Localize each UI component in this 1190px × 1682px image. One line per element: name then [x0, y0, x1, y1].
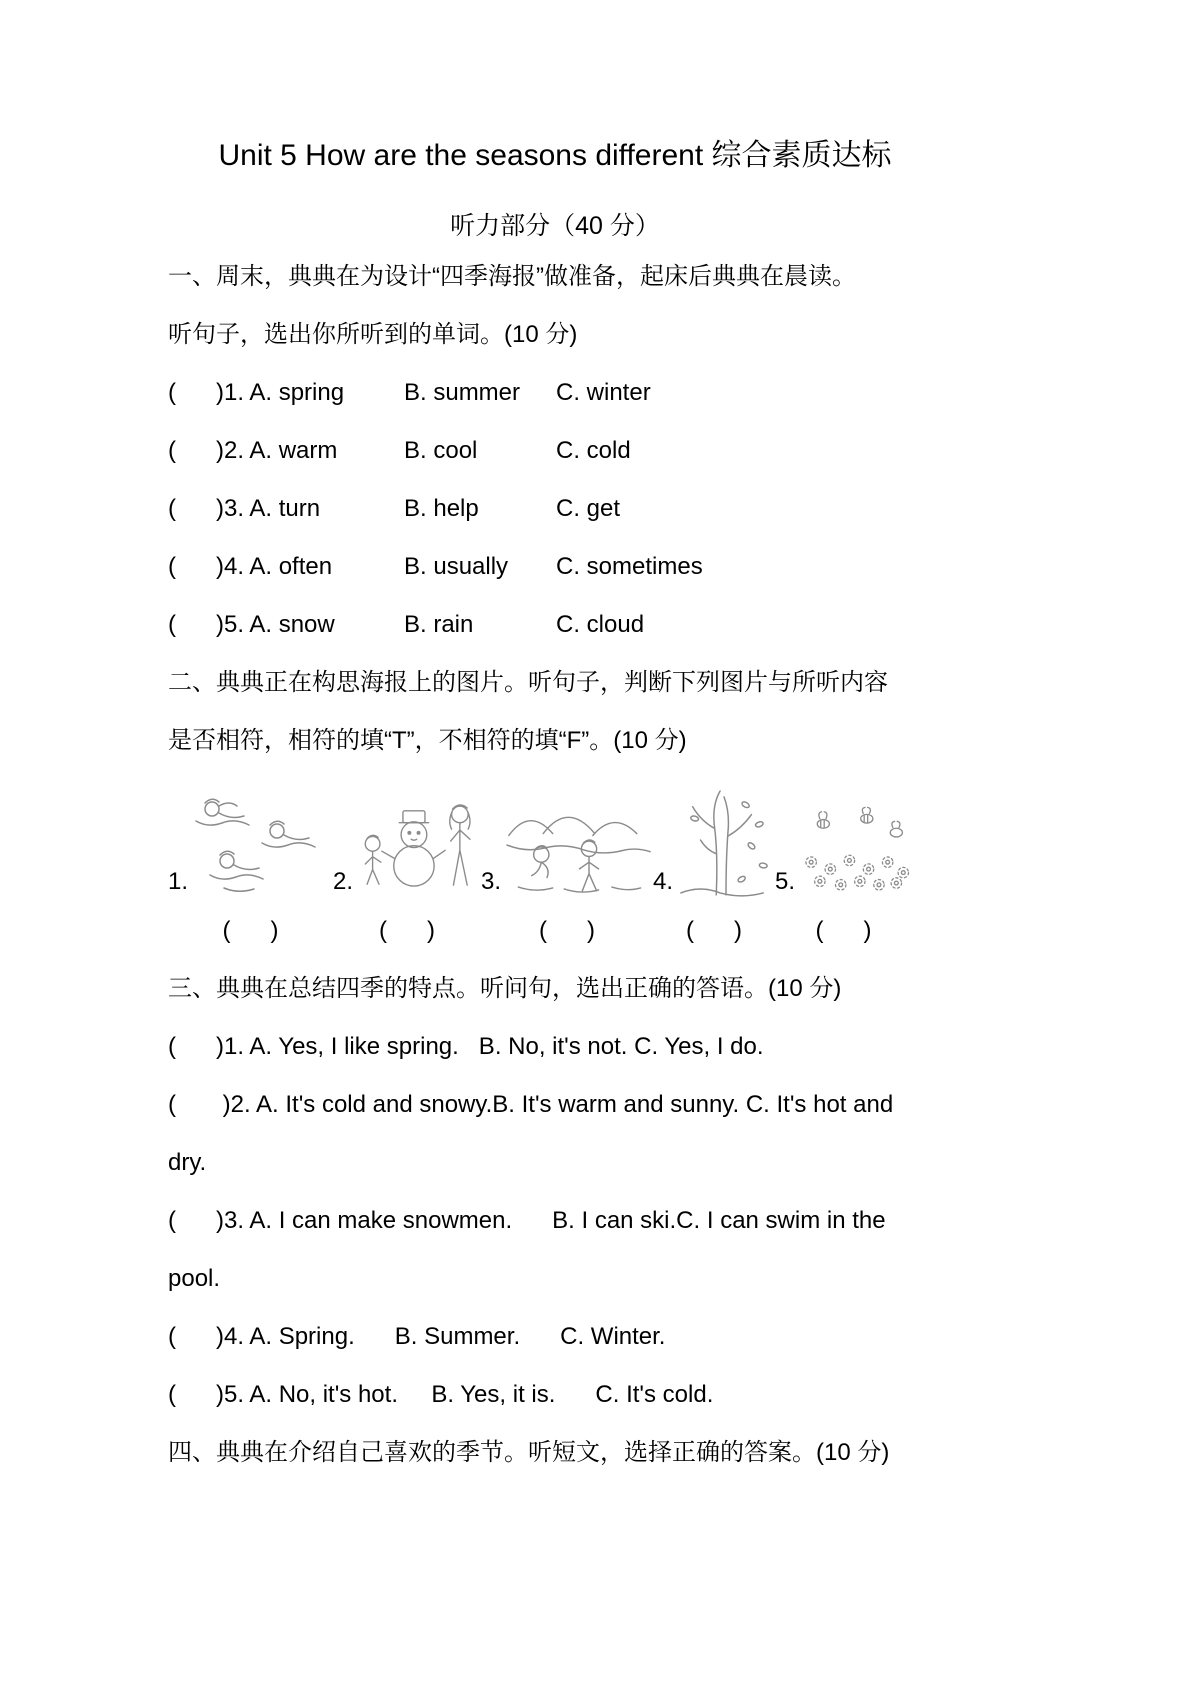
picture-number: 1.: [168, 868, 189, 895]
picture-number: 3.: [481, 868, 502, 895]
option-c: C. cloud: [556, 611, 645, 638]
option-b: B. help: [404, 495, 479, 522]
option-c: C. cold: [556, 437, 631, 464]
section-4-heading: 四、典典在介绍自己喜欢的季节。听短文，选择正确的答案。(10 分): [168, 1439, 890, 1466]
question-3-row: [168, 480, 942, 538]
section-3: [168, 960, 942, 1424]
kids-building-snowman-illustration: [357, 786, 481, 898]
answer-bracket-option-a: ( )2. A. warm: [168, 437, 338, 464]
question-5-line: ( )5. A. No, it's hot. B. Yes, it is. C. It's cold.: [168, 1381, 714, 1408]
option-c: C. winter: [556, 379, 651, 406]
question-4-row: [168, 538, 942, 596]
option-b: B. cool: [404, 437, 478, 464]
answer-bracket-option-a: ( )3. A. turn: [168, 495, 321, 522]
answer-bracket-3: ( ): [539, 917, 595, 944]
question-3-line: ( )3. A. I can make snowmen. B. I can ski.C. I can swim in the pool.: [168, 1207, 893, 1292]
question-2-line: ( )2. A. It's cold and snowy.B. It's warm and sunny. C. It's hot and: [168, 1091, 894, 1118]
page-title: Unit 5 How are the seasons different 综合素质达标: [218, 139, 892, 172]
picture-cell-1: [168, 793, 333, 898]
bees-over-flowers-illustration: [799, 802, 912, 898]
picture-cell-3: [481, 793, 653, 898]
option-b: B. summer: [404, 379, 521, 406]
section-3-heading: 三、典典在总结四季的特点。听问句，选出正确的答语。(10 分): [168, 975, 842, 1002]
question-5-row: [168, 596, 942, 654]
option-c: C. get: [556, 495, 621, 522]
option-b: B. usually: [404, 553, 509, 580]
answer-bracket-5: ( ): [815, 917, 872, 944]
picture-cell-2: [333, 786, 481, 898]
answer-bracket-option-a: ( )5. A. snow: [168, 611, 335, 638]
answer-bracket-4: ( ): [686, 917, 742, 944]
section-4: [168, 1424, 942, 1482]
picture-strip: [168, 784, 942, 898]
section-1-heading-line-2: 听句子，选出你所听到的单词。(10 分): [168, 321, 578, 348]
picture-cell-5: [775, 802, 912, 898]
section-1: [168, 248, 942, 654]
option-c: C. sometimes: [556, 553, 703, 580]
question-2-row: [168, 422, 942, 480]
kids-swimming-illustration: [192, 793, 332, 898]
section-2: [168, 654, 942, 960]
picture-number: 5.: [775, 868, 796, 895]
question-1-row: [168, 364, 942, 422]
answer-bracket-2: ( ): [379, 917, 435, 944]
question-1-line: ( )1. A. Yes, I like spring. B. No, it's not. C. Yes, I do.: [168, 1033, 764, 1060]
tree-losing-leaves-illustration: [677, 784, 775, 898]
answer-bracket-option-a: ( )1. A. spring: [168, 379, 345, 406]
answer-bracket-1: ( ): [222, 917, 279, 944]
question-4-line: ( )4. A. Spring. B. Summer. C. Winter.: [168, 1323, 666, 1350]
section-1-heading-line-1: 一、周末，典典在为设计“四季海报”做准备，起床后典典在晨读。: [168, 263, 856, 290]
picture-number: 4.: [653, 868, 674, 895]
picture-cell-4: [653, 784, 775, 898]
section-2-heading-line-1: 二、典典正在构思海报上的图片。听句子，判断下列图片与所听内容: [168, 669, 888, 696]
kids-at-beach-illustration: [505, 793, 653, 898]
answer-bracket-option-a: ( )4. A. often: [168, 553, 333, 580]
listening-part-subtitle: 听力部分（40 分）: [450, 212, 660, 240]
picture-number: 2.: [333, 868, 354, 895]
option-b: B. rain: [404, 611, 474, 638]
section-2-heading-line-2: 是否相符，相符的填“T”，不相符的填“F”。(10 分): [168, 727, 687, 754]
answer-brackets-row: [168, 902, 942, 960]
question-2-continuation: dry.: [168, 1149, 207, 1176]
